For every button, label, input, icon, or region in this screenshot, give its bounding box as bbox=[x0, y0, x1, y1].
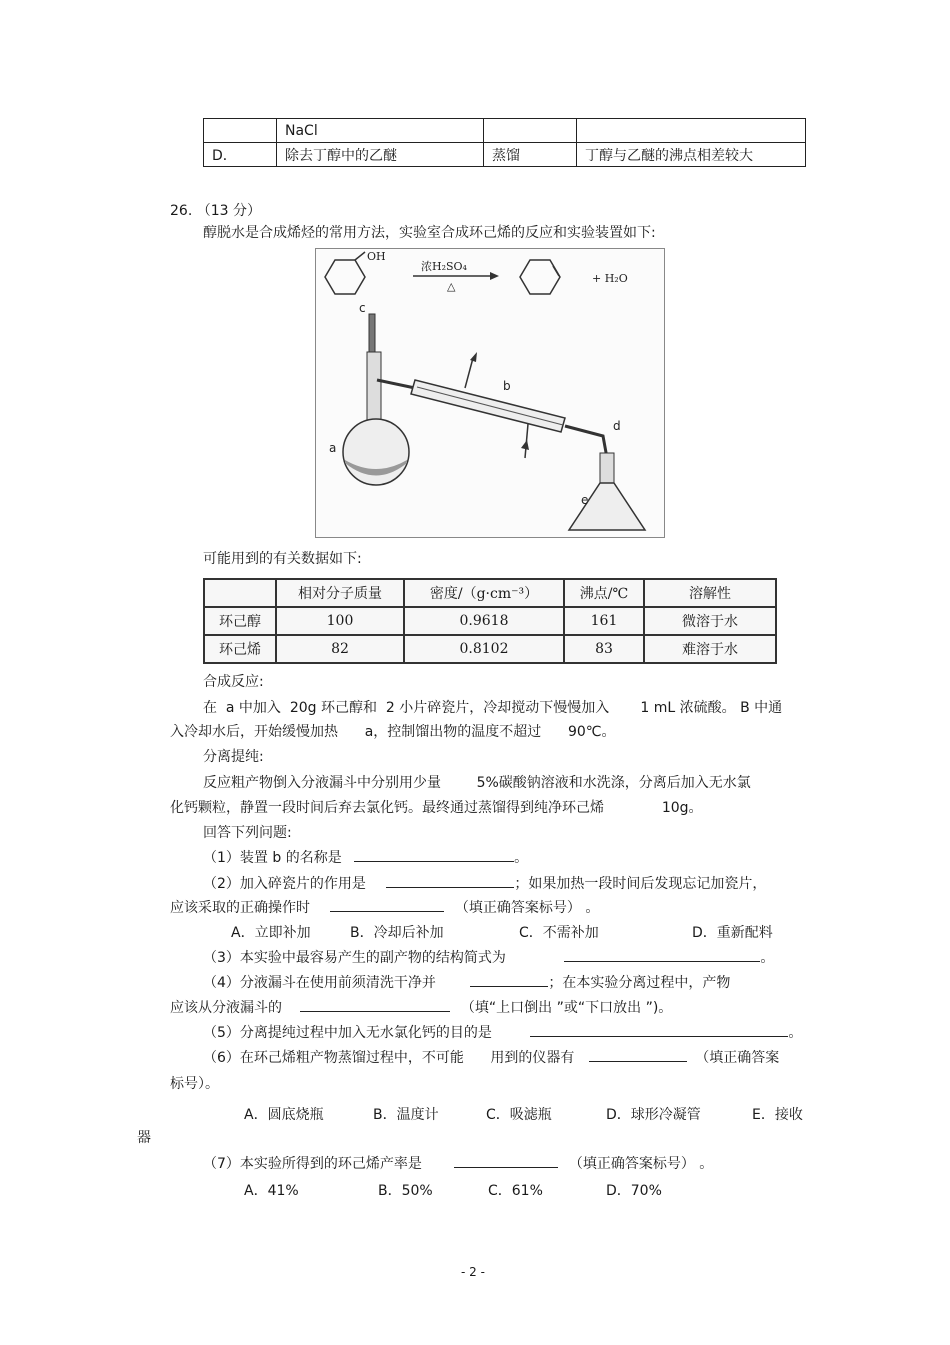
table-cell: 丁醇与乙醚的沸点相差较大 bbox=[577, 143, 806, 167]
label-a: a bbox=[329, 441, 337, 455]
answer-blank[interactable] bbox=[470, 972, 548, 987]
answer-blank[interactable] bbox=[354, 847, 514, 862]
sub-question-1: （1）装置 b 的名称是 。 bbox=[203, 847, 528, 867]
option: C．吸滤瓶 bbox=[486, 1107, 552, 1123]
option-wrap: 器 bbox=[137, 1130, 151, 1146]
table-cell: 环己醇 bbox=[204, 607, 276, 635]
label-e: e bbox=[581, 493, 589, 507]
option: B．冷却后补加 bbox=[350, 925, 444, 941]
receiver-neck bbox=[600, 453, 614, 483]
option: C．61% bbox=[488, 1183, 543, 1199]
sub-question-2-cont: 应该采取的正确操作时 （填正确答案标号） 。 bbox=[170, 897, 599, 917]
answer-blank[interactable] bbox=[454, 1153, 558, 1168]
table-row bbox=[204, 119, 806, 143]
table-cell: D． bbox=[204, 143, 277, 167]
separation-title: 分离提纯: bbox=[203, 749, 264, 765]
option: A．圆底烧瓶 bbox=[244, 1107, 324, 1123]
option: D．70% bbox=[606, 1183, 662, 1199]
option: B．50% bbox=[378, 1183, 433, 1199]
table-cell bbox=[204, 119, 277, 143]
question-number: 26. bbox=[170, 203, 193, 219]
sub-question-7: （7）本实验所得到的环己烯产率是 （填正确答案标号） 。 bbox=[203, 1153, 713, 1173]
sub-question-3: （3）本实验中最容易产生的副产物的结构简式为 。 bbox=[203, 947, 774, 967]
prev-answer-table bbox=[203, 118, 806, 167]
synthesis-text: 在 a 中加入 20g 环己醇和 2 小片碎瓷片，冷却搅动下慢慢加入 1 mL 浓硫酸。 B 中通 bbox=[203, 700, 783, 716]
label-d: d bbox=[613, 419, 621, 433]
sub-question-6: （6）在环己烯粗产物蒸馏过程中，不可能 用到的仪器有 （填正确答案 bbox=[203, 1047, 779, 1067]
table-header: 溶解性 bbox=[644, 579, 776, 607]
answer-blank[interactable] bbox=[589, 1047, 687, 1062]
sub-question-4-cont: 应该从分液漏斗的 （填“上口倒出 ”或“下口放出 ”)。 bbox=[170, 997, 672, 1017]
flask-neck bbox=[367, 352, 381, 422]
table-cell: 环己烯 bbox=[204, 635, 276, 663]
question-header bbox=[170, 200, 261, 220]
option: A．41% bbox=[244, 1183, 299, 1199]
sub-question-5: （5）分离提纯过程中加入无水氯化钙的目的是 。 bbox=[203, 1022, 802, 1042]
reagent-label: 浓H₂SO₄ bbox=[421, 260, 467, 273]
apparatus-figure bbox=[315, 248, 665, 538]
table-header: 沸点/℃ bbox=[564, 579, 644, 607]
sub-question-6-cont: 标号）。 bbox=[170, 1076, 219, 1092]
answer-prompt: 回答下列问题: bbox=[203, 825, 292, 841]
table-row bbox=[204, 635, 776, 663]
table-cell: 82 bbox=[276, 635, 404, 663]
product-label: + H₂O bbox=[592, 272, 628, 285]
answer-blank[interactable] bbox=[330, 897, 444, 912]
answer-blank[interactable] bbox=[386, 873, 514, 888]
table-cell bbox=[577, 119, 806, 143]
table-cell: 161 bbox=[564, 607, 644, 635]
answer-blank[interactable] bbox=[564, 947, 760, 962]
page-number: - 2 - bbox=[461, 1265, 485, 1279]
question-intro: 醇脱水是合成烯烃的常用方法，实验室合成环己烯的反应和实验装置如下: bbox=[203, 225, 656, 241]
label-c: c bbox=[359, 301, 366, 315]
table-row bbox=[204, 607, 776, 635]
option: B．温度计 bbox=[373, 1107, 439, 1123]
option: A．立即补加 bbox=[231, 925, 311, 941]
synthesis-title: 合成反应: bbox=[203, 674, 264, 690]
option: D．球形冷凝管 bbox=[606, 1107, 701, 1123]
table-row bbox=[204, 143, 806, 167]
option: D．重新配料 bbox=[692, 925, 773, 941]
table-cell: 0.9618 bbox=[404, 607, 564, 635]
table-cell: 100 bbox=[276, 607, 404, 635]
table-header-row bbox=[204, 579, 776, 607]
property-data-table bbox=[203, 578, 777, 664]
data-intro: 可能用到的有关数据如下: bbox=[203, 551, 362, 567]
table-cell: 0.8102 bbox=[404, 635, 564, 663]
table-cell bbox=[484, 119, 577, 143]
table-cell: 微溶于水 bbox=[644, 607, 776, 635]
heat-label: △ bbox=[447, 280, 456, 293]
oh-label: OH bbox=[367, 250, 386, 263]
option: C．不需补加 bbox=[519, 925, 599, 941]
table-cell: 除去丁醇中的乙醚 bbox=[277, 143, 484, 167]
answer-blank[interactable] bbox=[300, 997, 450, 1012]
answer-blank[interactable] bbox=[530, 1022, 788, 1037]
question-points: （13 分） bbox=[196, 203, 261, 219]
table-cell: NaCl bbox=[277, 119, 484, 143]
sub-question-2: （2）加入碎瓷片的作用是 ；如果加热一段时间后发现忘记加瓷片， bbox=[203, 873, 766, 893]
table-cell: 83 bbox=[564, 635, 644, 663]
sub-question-4: （4）分液漏斗在使用前须清洗干净并 ；在本实验分离过程中，产物 bbox=[203, 972, 730, 992]
table-header: 密度/（g·cm⁻³） bbox=[404, 579, 564, 607]
table-cell: 蒸馏 bbox=[484, 143, 577, 167]
option: E．接收 bbox=[752, 1107, 803, 1123]
synthesis-text: 入冷却水后，开始缓慢加热 a，控制馏出物的温度不超过 90℃。 bbox=[170, 724, 616, 740]
table-header: 相对分子质量 bbox=[276, 579, 404, 607]
separation-text: 反应粗产物倒入分液漏斗中分别用少量 5%碳酸钠溶液和水洗涤，分离后加入无水氯 bbox=[203, 775, 751, 791]
label-b: b bbox=[503, 379, 511, 393]
table-header bbox=[204, 579, 276, 607]
separation-text: 化钙颗粒，静置一段时间后弃去氯化钙。最终通过蒸馏得到纯净环己烯 10g。 bbox=[170, 800, 703, 816]
table-cell: 难溶于水 bbox=[644, 635, 776, 663]
